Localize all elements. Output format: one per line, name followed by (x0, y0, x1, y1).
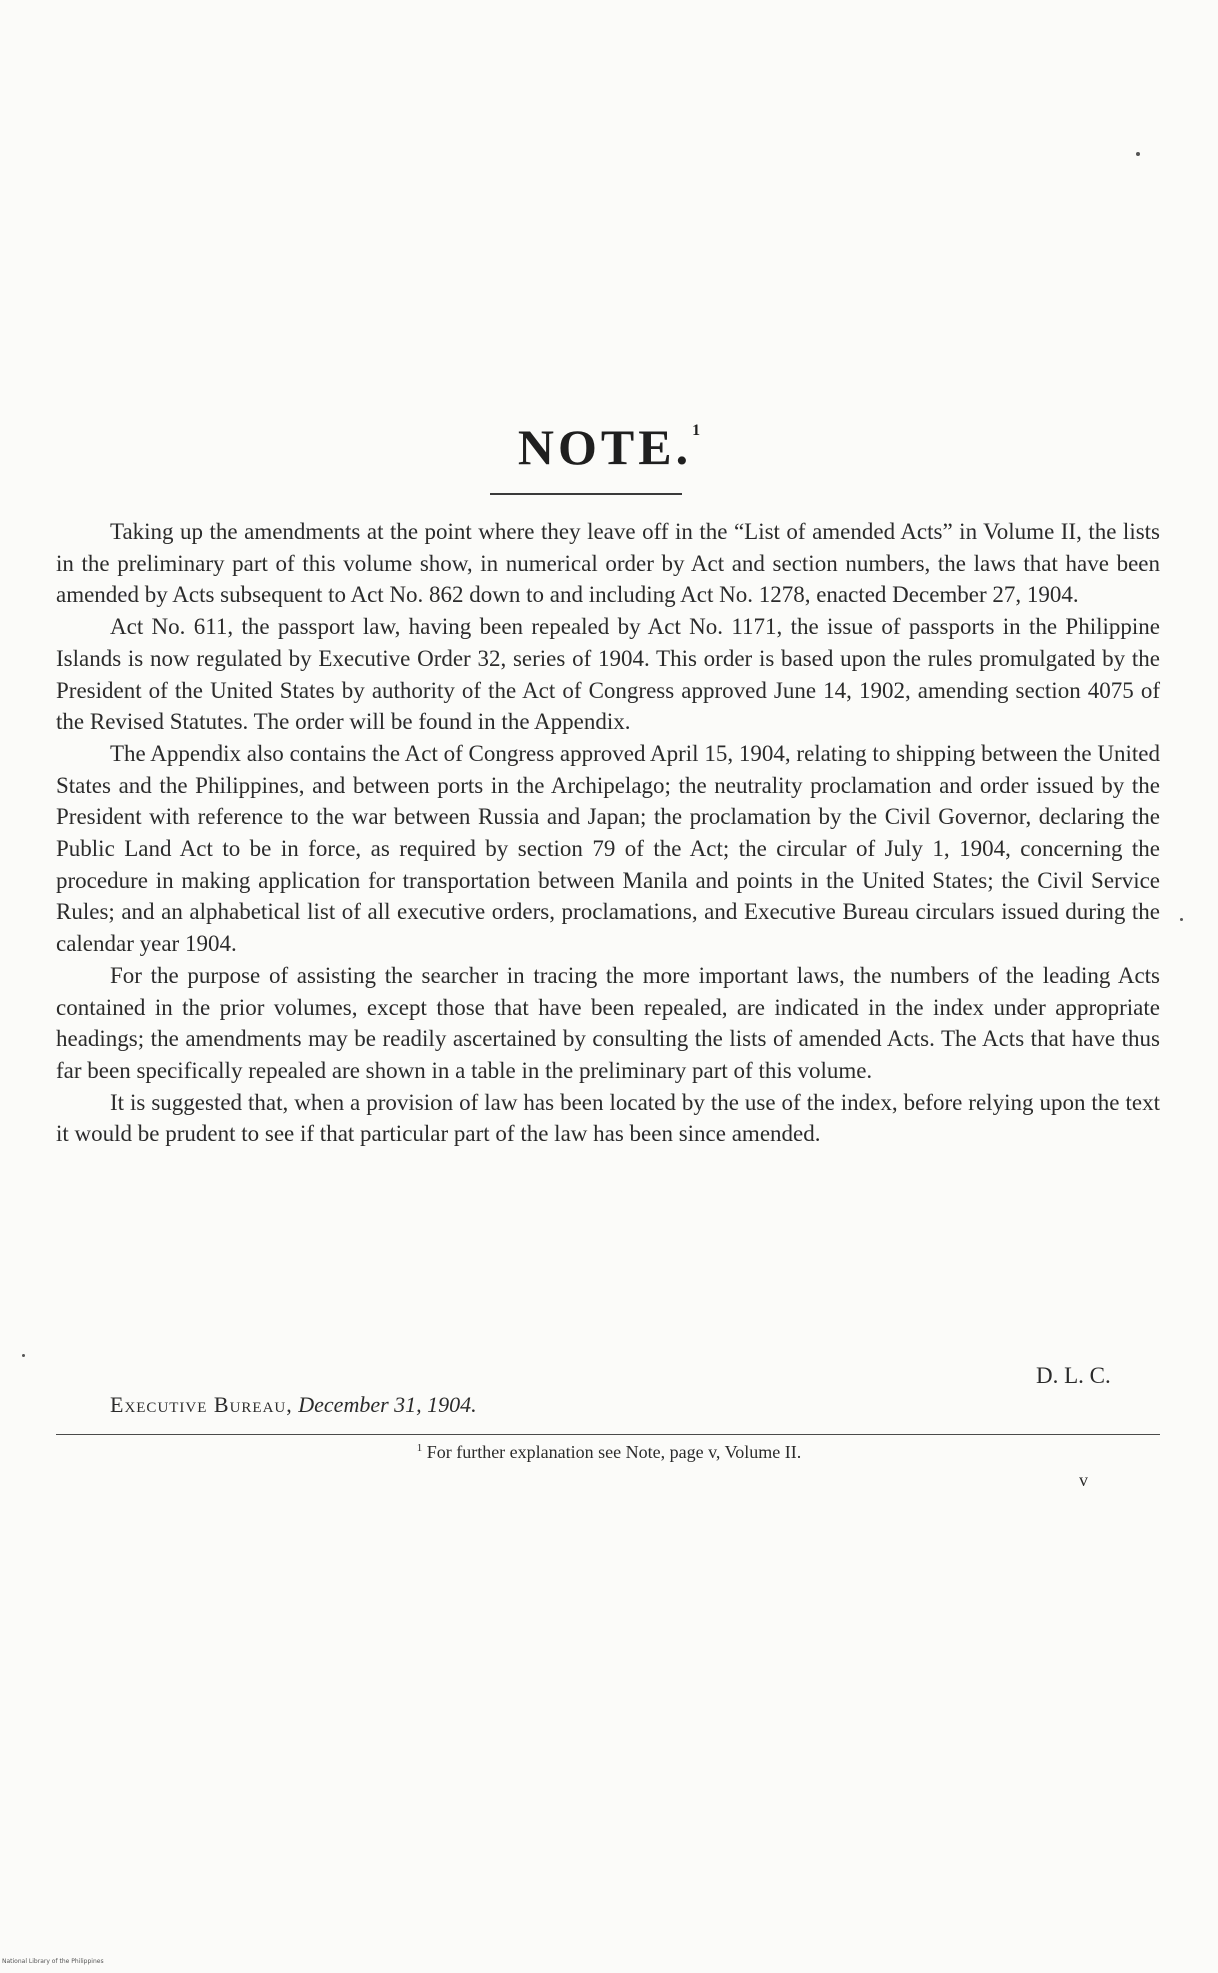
footnote-marker: 1 (416, 1442, 423, 1454)
paragraph: It is suggested that, when a provision of law has been located by the use of the index, before relying upon the text it would be prudent to see if that particular part of the law has been since amended. (56, 1089, 1160, 1147)
scan-credit: National Library of the Philippines (2, 1958, 104, 1965)
scan-speck (22, 1354, 25, 1357)
page-title (0, 418, 1218, 476)
scan-speck (1136, 152, 1140, 156)
title-rule (490, 493, 682, 495)
paragraph: The Appendix also contains the Act of Congress approved April 15, 1904, relating to shipping between the United States and the Philippines, and between ports in the Archipelago; the neutrality proclamation and order issued by the President with reference to the war between Russia and Japan; the proclamation by the Civil Governor, declaring the Public Land Act to be in force, as required by section 79 of the Act; the circular of July 1, 1904, concerning the procedure in making application for transportation between Manila and points in the United States; the Civil Service Rules; and an alphabetical list of all executive orders, proclamations, and Executive Bureau circulars issued during the calendar year 1904. (56, 740, 1160, 957)
footnote-text: For further explanation see Note, page v, Volume II. (426, 1442, 802, 1462)
dateline (110, 1392, 477, 1418)
body-text (56, 516, 1160, 1150)
paragraph: Taking up the amendments at the point where they leave off in the “List of amended Acts” in Volume II, the lists in the preliminary part of this volume show, in numerical order by Act and section numbers, the laws that have been amended by Acts subsequent to Act No. 862 down to and including Act No. 1278, enacted December 27, 1904. (56, 519, 1160, 608)
dateline-date: December 31, 1904. (298, 1392, 477, 1417)
dateline-office: Executive Bureau, (110, 1392, 293, 1417)
paragraph: For the purpose of assisting the searcher in tracing the more important laws, the numbers of the leading Acts contained in the prior volumes, except those that have been repealed, are indicated in the index under appropriate headings; the amendments may be readily ascertained by consulting the lists of amended Acts. The Acts that have thus far been specifically repealed are shown in a table in the preliminary part of this volume. (56, 962, 1160, 1083)
signature-initials: D. L. C. (1036, 1363, 1111, 1388)
footnote (0, 1442, 1218, 1463)
title-text: NOTE. (517, 419, 693, 475)
footnote-rule (56, 1434, 1160, 1435)
title-footnote-marker: 1 (692, 422, 701, 439)
page-number: v (1079, 1470, 1088, 1490)
scan-speck (1180, 918, 1183, 921)
paragraph: Act No. 611, the passport law, having been repealed by Act No. 1171, the issue of passports in the Philippine Islands is now regulated by Executive Order 32, series of 1904. This order is based upon the rules promulgated by the President of the United States by authority of the Act of Congress approved June 14, 1902, amending section 4075 of the Revised Statutes. The order will be found in the Appendix. (56, 614, 1160, 735)
